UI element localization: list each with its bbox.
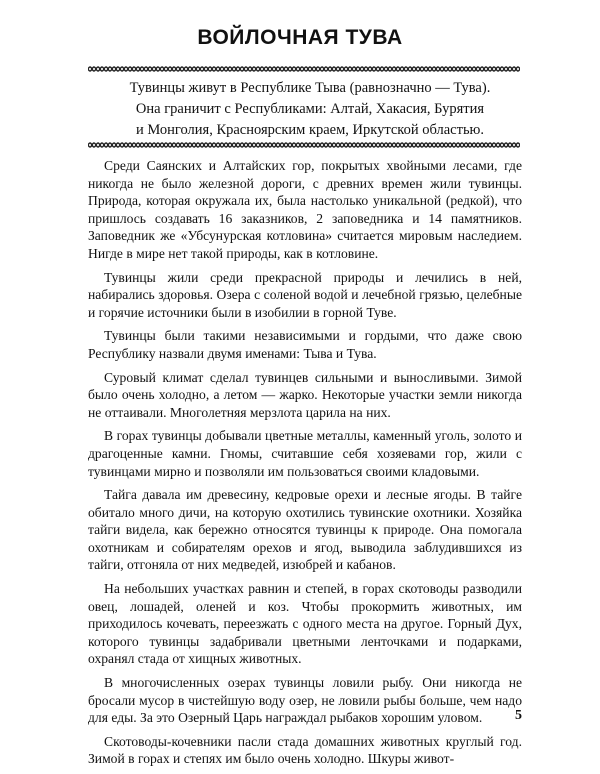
paragraph: Тувинцы были такими независимыми и гордыми, что даже свою Республику назвали двумя именами: Тыва и Тува. [88, 328, 522, 361]
paragraph: Среди Саянских и Алтайских гор, покрытых хвойными лесами, где никогда не было железной дороги, с древних времен жили тувинцы. Природа, которая окружала их, была настолько уникальной (редкой), что пришлось создавать 16 заказников, 2 заповедника и 14 памятников. Заповедник же «Убсунурская котловина» считается мировым наследием. Нигде в мире нет такой природы, как в котловине. [88, 158, 522, 261]
intro-line: и Монголия, Красноярским краем, Иркутской областью. [135, 122, 485, 138]
page-number: 5 [515, 708, 522, 723]
intro-block [110, 78, 510, 141]
paragraph: В многочисленных озерах тувинцы ловили рыбу. Они никогда не бросали мусор в чистейшую воду озер, не ловили рыбы больше, чем надо для еды. За это Озерный Царь награждал рыбаков хорошим уловом. [88, 675, 522, 726]
paragraph: Тувинцы жили среди прекрасной природы и лечились в ней, набирались здоровья. Озера с соленой водой и лечебной грязью, целебные и горячие источники были в изобилии в горной Туве. [88, 269, 522, 320]
paragraph: Скотоводы-кочевники пасли стада домашних животных круглый год. Зимой в горах и степях им было очень холодно. Шкуры живот- [88, 733, 522, 767]
body-text [88, 157, 522, 774]
paragraph: Тайга давала им древесину, кедровые орехи и лесные ягоды. В тайге обитало много дичи, на которую охотились тувинские охотники. Хозяйка тайги видела, как бережно относятся тувинцы к природе. Она помогала охотникам и собирателям орехов и ягод, выводила заблудившихся из тайги, отгоняла от них медведей, изюбрей и кабанов. [88, 487, 522, 573]
ornament-divider-bottom [88, 140, 520, 150]
paragraph: В горах тувинцы добывали цветные металлы, каменный уголь, золото и драгоценные камни. Гномы, считавшие себя хозяевами гор, жили с тувинцами мирно и позволяли им пользоваться своими кладовыми. [88, 428, 522, 479]
page-title: ВОЙЛОЧНАЯ ТУВА [197, 26, 403, 49]
paragraph: Суровый климат сделал тувинцев сильными и выносливыми. Зимой было очень холодно, а летом — жарко. Некоторые участки земли никогда не оттаивали. Многолетняя мерзлота царила на них. [88, 369, 522, 420]
intro-line: Тувинцы живут в Республике Тыва (равнозначно — Тува). [129, 80, 491, 96]
ornament-divider-top [88, 64, 520, 74]
intro-line: Она граничит с Республиками: Алтай, Хакасия, Бурятия [135, 101, 485, 117]
paragraph: На небольших участках равнин и степей, в горах скотоводы разводили овец, лошадей, оленей и коз. Чтобы прокормить животных, им приходилось кочевать, переезжать с одного места на другое. Горный Дух, которого тувинцы задабривали цветными ленточками и подарками, охранял стада от хищных животных. [88, 581, 522, 667]
